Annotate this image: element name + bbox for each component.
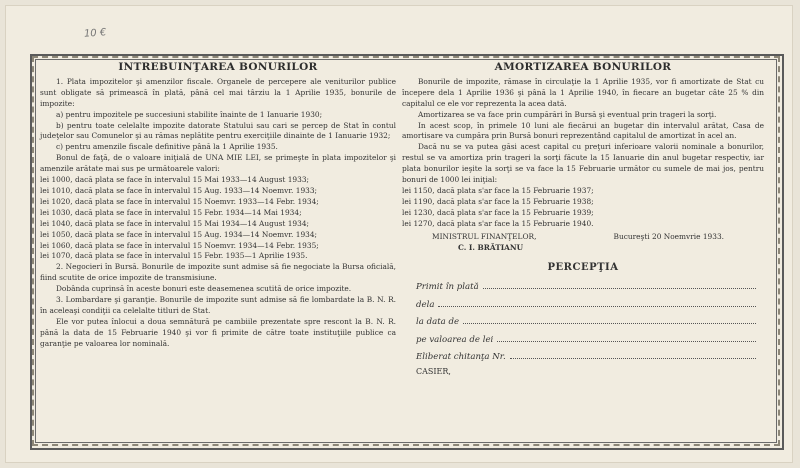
payment-values-list [40,175,396,262]
payment-value-row: lei 1020, dacă plata se face în intervalul 15 Noemvr. 1933—14 Febr. 1934; [40,196,319,206]
usage-paragraph-2: Bonul de faţă, de o valoare iniţială de UNA MIE LEI, se primeşte în plata impozitelor şi amenzile arătate mai sus pe următoarele valori: [40,153,396,174]
receipt-line [416,348,764,366]
cashier-label: CASIER, [416,366,451,376]
perceptia-title: PERCEPŢIA [547,262,619,274]
amortization-value-row: lei 1230, dacă plata s'ar face la 15 Februarie 1939; [402,207,594,217]
amortization-paragraph-1: Bonurile de impozite, rămase în circulaţie la 1 Aprilie 1935, vor fi amortizate de Stat cu începere dela 1 Aprilie 1936 şi până la 1 Aprilie 1940, în fiecare an bugetar câte 25 % din capitalul ce ele vor reprezenta la acea dată. [402,76,764,108]
minister-name: C. I. BRĂTIANU [458,242,524,252]
usage-item-c: c) pentru amenzile fiscale definitive până la 1 Aprilie 1935. [56,142,278,152]
usage-paragraph-6: Ele vor putea înlocui a doua semnătură pe cambiile prezentate spre rescont la B. N. R. până la data de 15 Februarie 1940 şi vor fi primite de către toate instituţiile publice ca garanţie pe valoarea lor nominală. [40,316,396,348]
received-line [416,278,764,296]
payment-value-row: lei 1000, dacă plata se face în intervalul 15 Mai 1933—14 August 1933; [40,175,310,185]
date-label: la data de [416,317,460,328]
ministry-label: MINISTRUL FINANŢELOR, [432,231,537,241]
from-line [416,296,764,314]
amortization-paragraph-2: Amortizarea se va face prin cumpărări în Bursă şi eventual prin trageri la sorţi. [418,109,717,119]
usage-item-b: b) pentru toate celelalte impozite datorate Statului sau cari se percep de Stat în contul judeţelor sau Comunelor şi au rămas neplătite pentru exerciţiile dinainte de 1 Ianuarie 1932; [40,120,396,141]
amount-line [416,331,764,349]
usage-paragraph-3: 2. Negocieri în Bursă. Bonurile de impozite sunt admise să fie negociate la Bursa oficială, fiind scutite de orice impozite de transmisiune. [40,262,396,283]
receipt-label: Eliberat chitanţa Nr. [416,352,506,363]
payment-value-row: lei 1070, dacă plata se face în intervalul 15 Febr. 1935—1 Aprilie 1935. [40,251,308,261]
amortization-value-row: lei 1270, dacă plata s'ar face la 15 Februarie 1940. [402,218,594,228]
amortization-value-row: lei 1190, dacă plata s'ar face la 15 Februarie 1938; [402,196,594,206]
amortization-title: AMORTIZAREA BONURILOR [494,61,672,73]
payment-value-row: lei 1060, dacă plata se face în intervalul 15 Noemvr. 1934—14 Febr. 1935; [40,240,319,250]
payment-value-row: lei 1040, dacă plata se face în intervalul 15 Mai 1934—14 August 1934; [40,218,310,228]
amortization-value-row: lei 1150, dacă plata s'ar face la 15 Februarie 1937; [402,185,594,195]
usage-item-a: a) pentru impozitele pe succesiuni stabilite înainte de 1 Ianuarie 1930; [56,109,323,119]
date-line [416,313,764,331]
usage-paragraph-1: 1. Plata impozitelor şi amenzilor fiscale. Organele de percepere ale veniturilor publice sunt obligate să primească în plată, până cel mai târziu la 1 Aprilie 1935, bonurile de impozite: [40,76,396,108]
payment-value-row: lei 1030, dacă plata se face în intervalul 15 Febr. 1934—14 Mai 1934; [40,207,302,217]
amortization-values-list [402,186,764,230]
received-label: Primit în plată [416,282,479,293]
amount-label: pe valoarea de lei [416,334,494,345]
payment-value-row: lei 1050, dacă plata se face în intervalul 15 Aug. 1934—14 Noemvr. 1934; [40,229,318,239]
signature-row [402,232,764,243]
usage-column [40,62,396,350]
pencil-price-note: 10 € [83,27,107,40]
amortization-paragraph-4: Dacă nu se va putea găsi acest capital cu preţuri inferioare valorii nominale a bonurilor, restul se va amortiza prin trageri la sorţi făcute la 15 Ianuarie din anul bugetar respectiv, iar plata bonurilor ieşite la sorţi se va face la 15 Februarie următor cu sumele de mai jos, pentru bonuri de 1000 lei iniţial: [402,142,764,185]
place-date: Bucureşti 20 Noemvrie 1933. [613,231,724,241]
from-label: dela [416,299,435,310]
payment-value-row: lei 1010, dacă plata se face în intervalul 15 Aug. 1933—14 Noemvr. 1933; [40,185,318,195]
amortization-paragraph-3: In acest scop, în primele 10 luni ale fiecărui an bugetar din intervalul arătat, Casa de amortisare va cumpăra prin Bursă bonuri reprezentând capitalul de amortizat în acel an. [402,120,764,141]
amortization-column [402,62,764,378]
usage-title: INTREBUINŢAREA BONURILOR [118,61,318,73]
usage-paragraph-4: Dobânda cuprinsă în aceste bonuri este deasemenea scutită de orice impozite. [56,284,352,294]
usage-paragraph-5: 3. Lombardare şi garanţie. Bonurile de impozite sunt admise să fie lombardate la B. N. R. în aceleaşi condiţii ca celelalte titluri de Stat. [40,295,396,315]
